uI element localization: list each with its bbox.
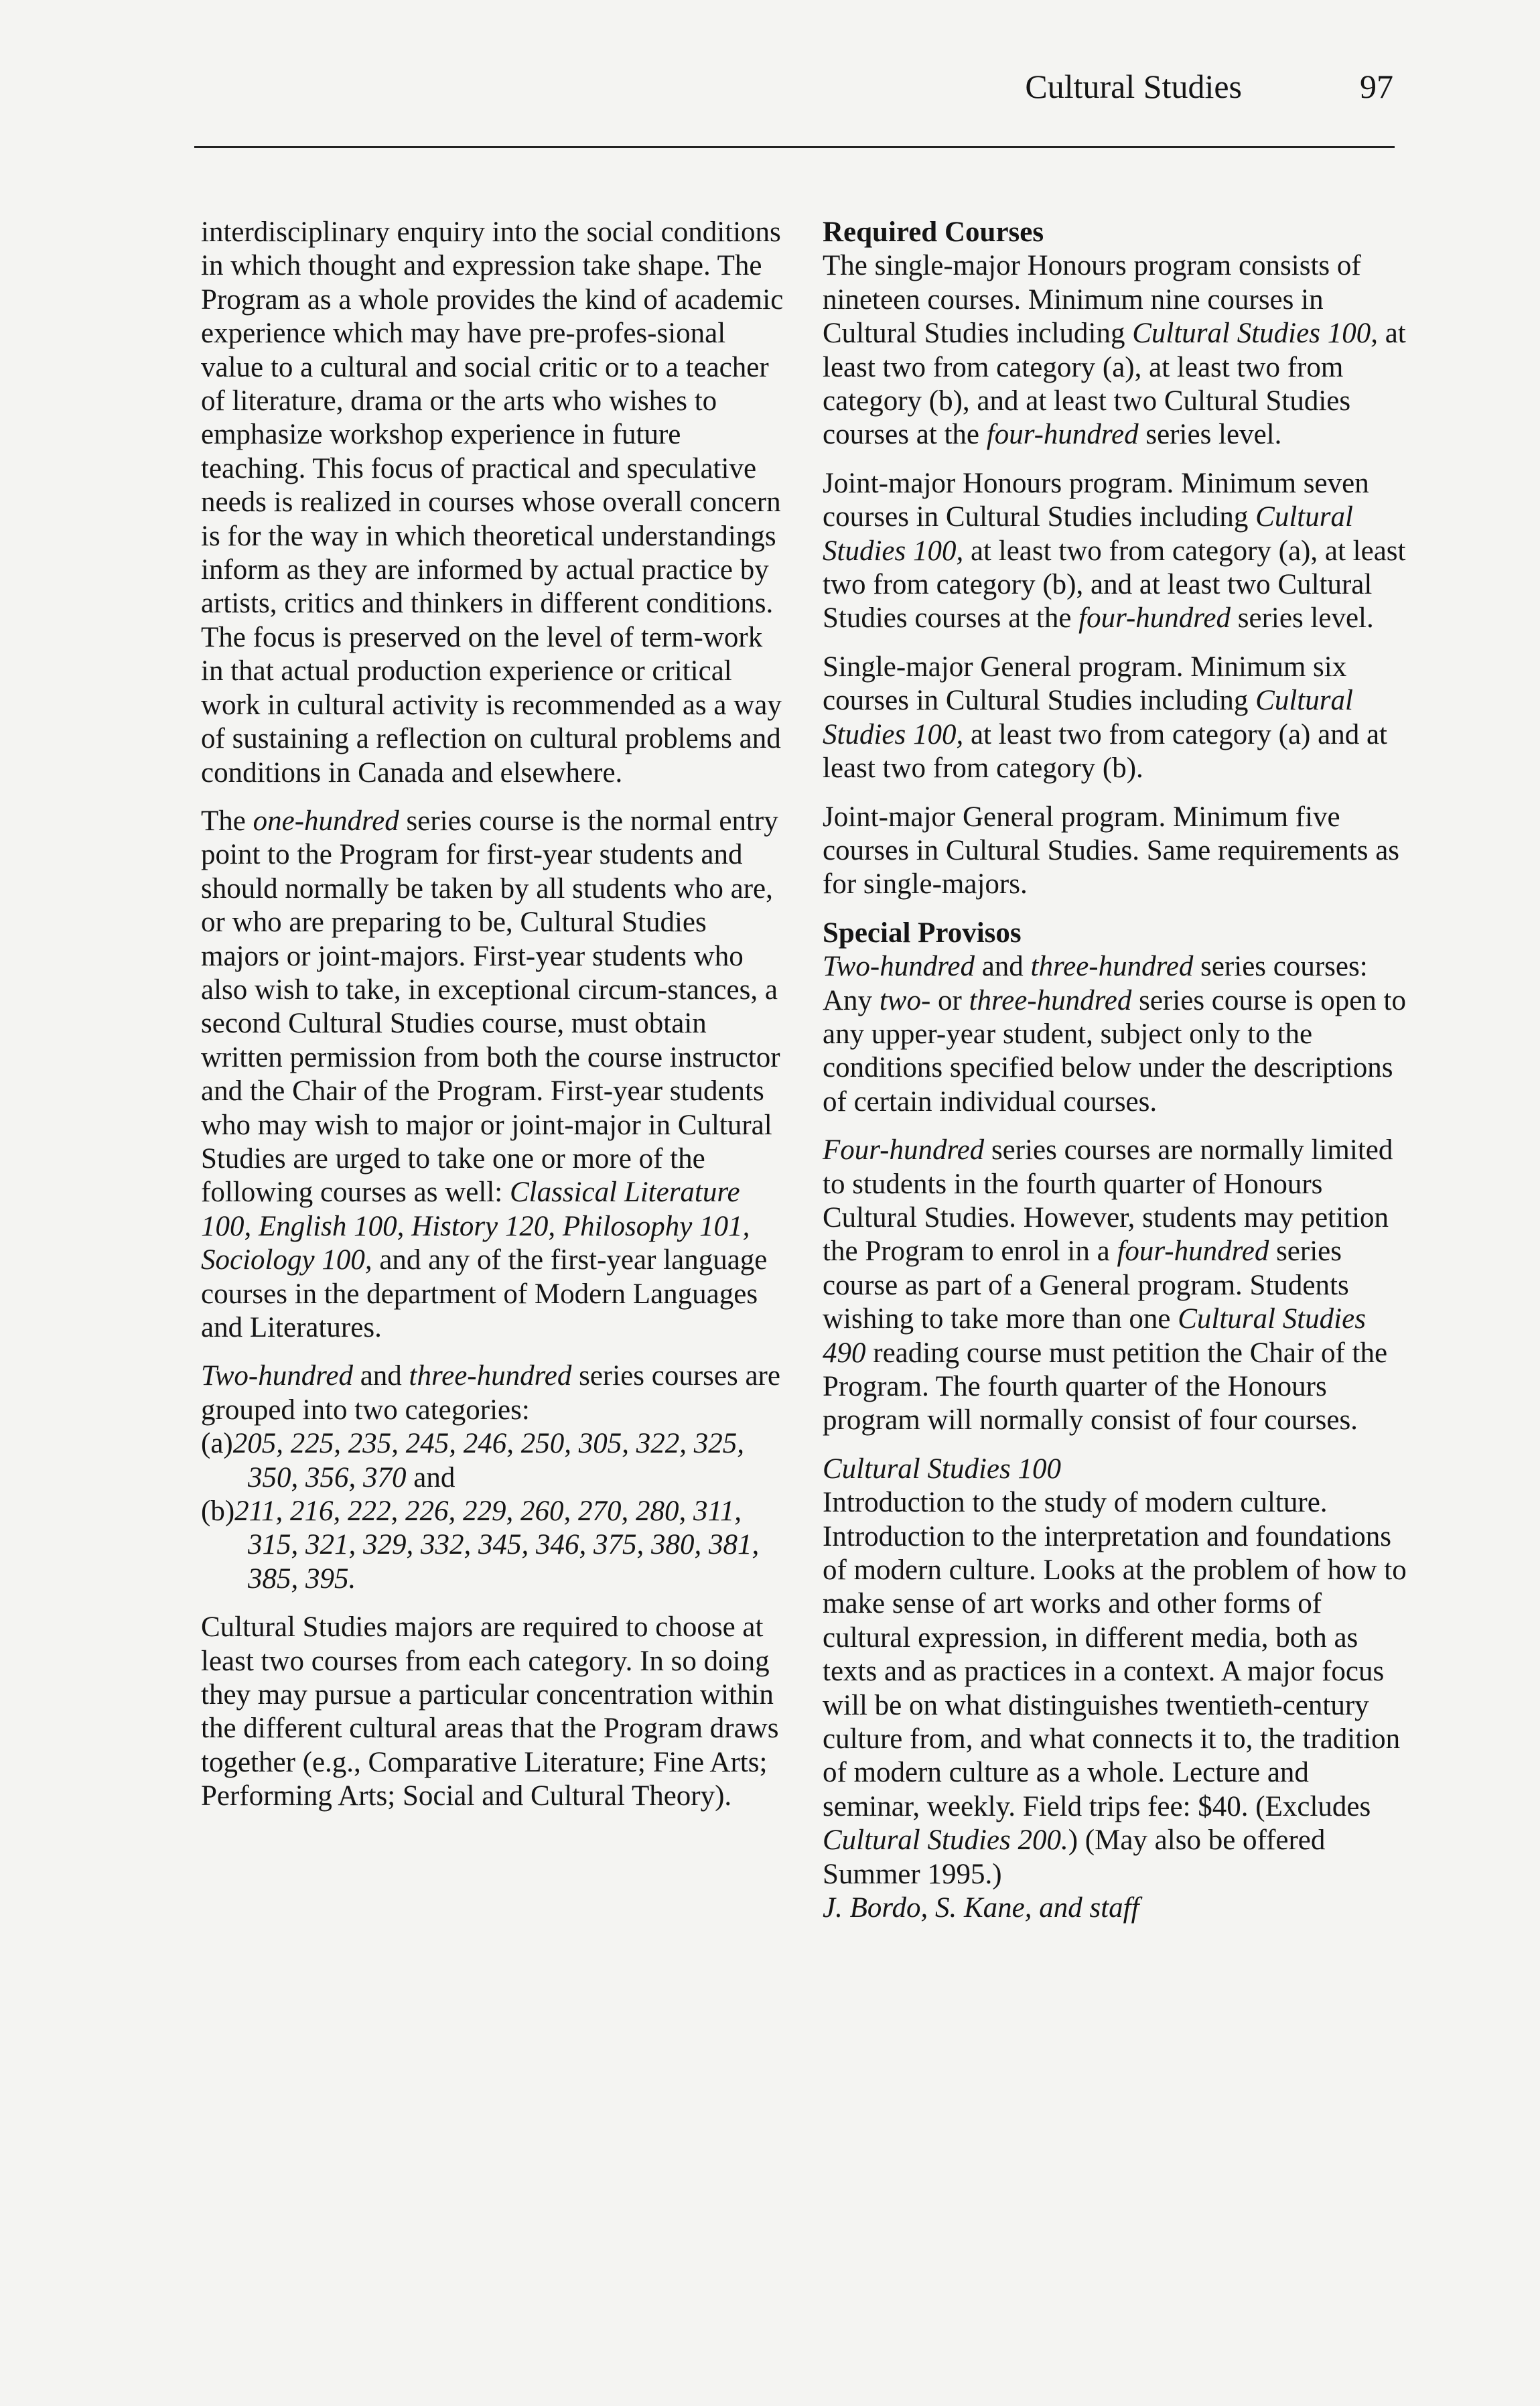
left-column xyxy=(201,216,784,1828)
single-major-honours-paragraph: The single-major Honours program consists of nineteen courses. Minimum nine courses in Cultural Studies including Cultural Studies 100, at least two from category (a), at least two from category (b), and at least two Cultural Studies courses at the four-hundred series level. xyxy=(823,250,1406,451)
single-major-general-paragraph: Single-major General program. Minimum six courses in Cultural Studies including Cultural Studies 100, at least two from category (a) and at least two from category (b). xyxy=(823,651,1387,785)
running-title: Cultural Studies xyxy=(1025,68,1242,105)
header-rule xyxy=(194,146,1395,148)
course-instructors: J. Bordo, S. Kane, and staff xyxy=(823,1892,1139,1924)
joint-major-honours-paragraph: Joint-major Honours program. Minimum seven courses in Cultural Studies including Cultural Studies 100, at least two from category (a), at least two from category (b), and at least two Cultural Studies courses at the four-hundred series level. xyxy=(823,467,1406,634)
course-description: Introduction to the study of modern culture. Introduction to the interpretation and foundations of modern culture. Looks at the problem of how to make sense of art works and other forms of cultural expression, in different media, both as texts and as practices in a context. A major focus will be on what distinguishes twentieth-century culture from, and what connects it to, the tradition of modern culture as a whole. Lecture and seminar, weekly. Field trips fee: $40. (Excludes Cultural Studies 200.) (May also be offered Summer 1995.) xyxy=(823,1487,1407,1890)
required-courses-heading: Required Courses xyxy=(823,216,1044,248)
course-title: Cultural Studies 100 xyxy=(823,1453,1061,1485)
joint-major-general-paragraph: Joint-major General program. Minimum five courses in Cultural Studies. Same requirements as for single-majors. xyxy=(823,801,1400,900)
upper-year-proviso-paragraph: Two-hundred and three-hundred series courses: Any two- or three-hundred series course is open to any upper-year student, subject only to the conditions specified below under the descriptions of certain individual courses. xyxy=(823,951,1406,1118)
right-column xyxy=(823,216,1412,1926)
category-a-list: (a)205, 225, 235, 245, 246, 250, 305, 322, 325, 350, 356, 370 and xyxy=(201,1428,744,1493)
one-hundred-paragraph: The one-hundred series course is the normal entry point to the Program for first-year students and should normally be taken by all students who are, or who are preparing to be, Cultural Studies majors or joint-majors. First-year students who also wish to take, in exceptional circum-stances, a second Cultural Studies course, must obtain written permission from both the course instructor and the Chair of the Program. First-year students who may wish to major or joint-major in Cultural Studies are urged to take one or more of the following courses as well: Classical Literature 100, English 100, History 120, Philosophy 101, Sociology 100, and any of the first-year language courses in the department of Modern Languages and Literatures. xyxy=(201,805,780,1343)
special-provisos-heading: Special Provisos xyxy=(823,917,1022,949)
page-number: 97 xyxy=(1360,68,1393,105)
category-b-list: (b)211, 216, 222, 226, 229, 260, 270, 280, 311, 315, 321, 329, 332, 345, 346, 375, 380, 381, 385, 395. xyxy=(201,1495,760,1595)
categories-paragraph: Two-hundred and three-hundred series courses are grouped into two categories: xyxy=(201,1360,780,1426)
page-header xyxy=(194,62,1395,149)
four-hundred-proviso-paragraph: Four-hundred series courses are normally limited to students in the fourth quarter of Honours Cultural Studies. However, students may petition the Program to enrol in a four-hundred series course as part of a General program. Students wishing to take more than one Cultural Studies 490 reading course must petition the Chair of the Program. The fourth quarter of the Honours program will normally consist of four courses. xyxy=(823,1134,1393,1436)
intro-paragraph: interdisciplinary enquiry into the social conditions in which thought and expression take shape. The Program as a whole provides the kind of academic experience which may have pre-profes-sional value to a cultural and social critic or to a teacher of literature, drama or the arts who wishes to emphasize workshop experience in future teaching. This focus of practical and speculative needs is realized in courses whose overall concern is for the way in which theoretical understandings inform as they are informed by actual practice by artists, critics and thinkers in different conditions. The focus is preserved on the level of term-work in that actual production experience or critical work in cultural activity is recommended as a way of sustaining a reflection on cultural problems and conditions in Canada and elsewhere. xyxy=(201,216,784,789)
majors-requirement-paragraph: Cultural Studies majors are required to choose at least two courses from each category. In so doing they may pursue a particular concentration within the different cultural areas that the Program draws together (e.g., Comparative Literature; Fine Arts; Performing Arts; Social and Cultural Theory). xyxy=(201,1611,779,1812)
